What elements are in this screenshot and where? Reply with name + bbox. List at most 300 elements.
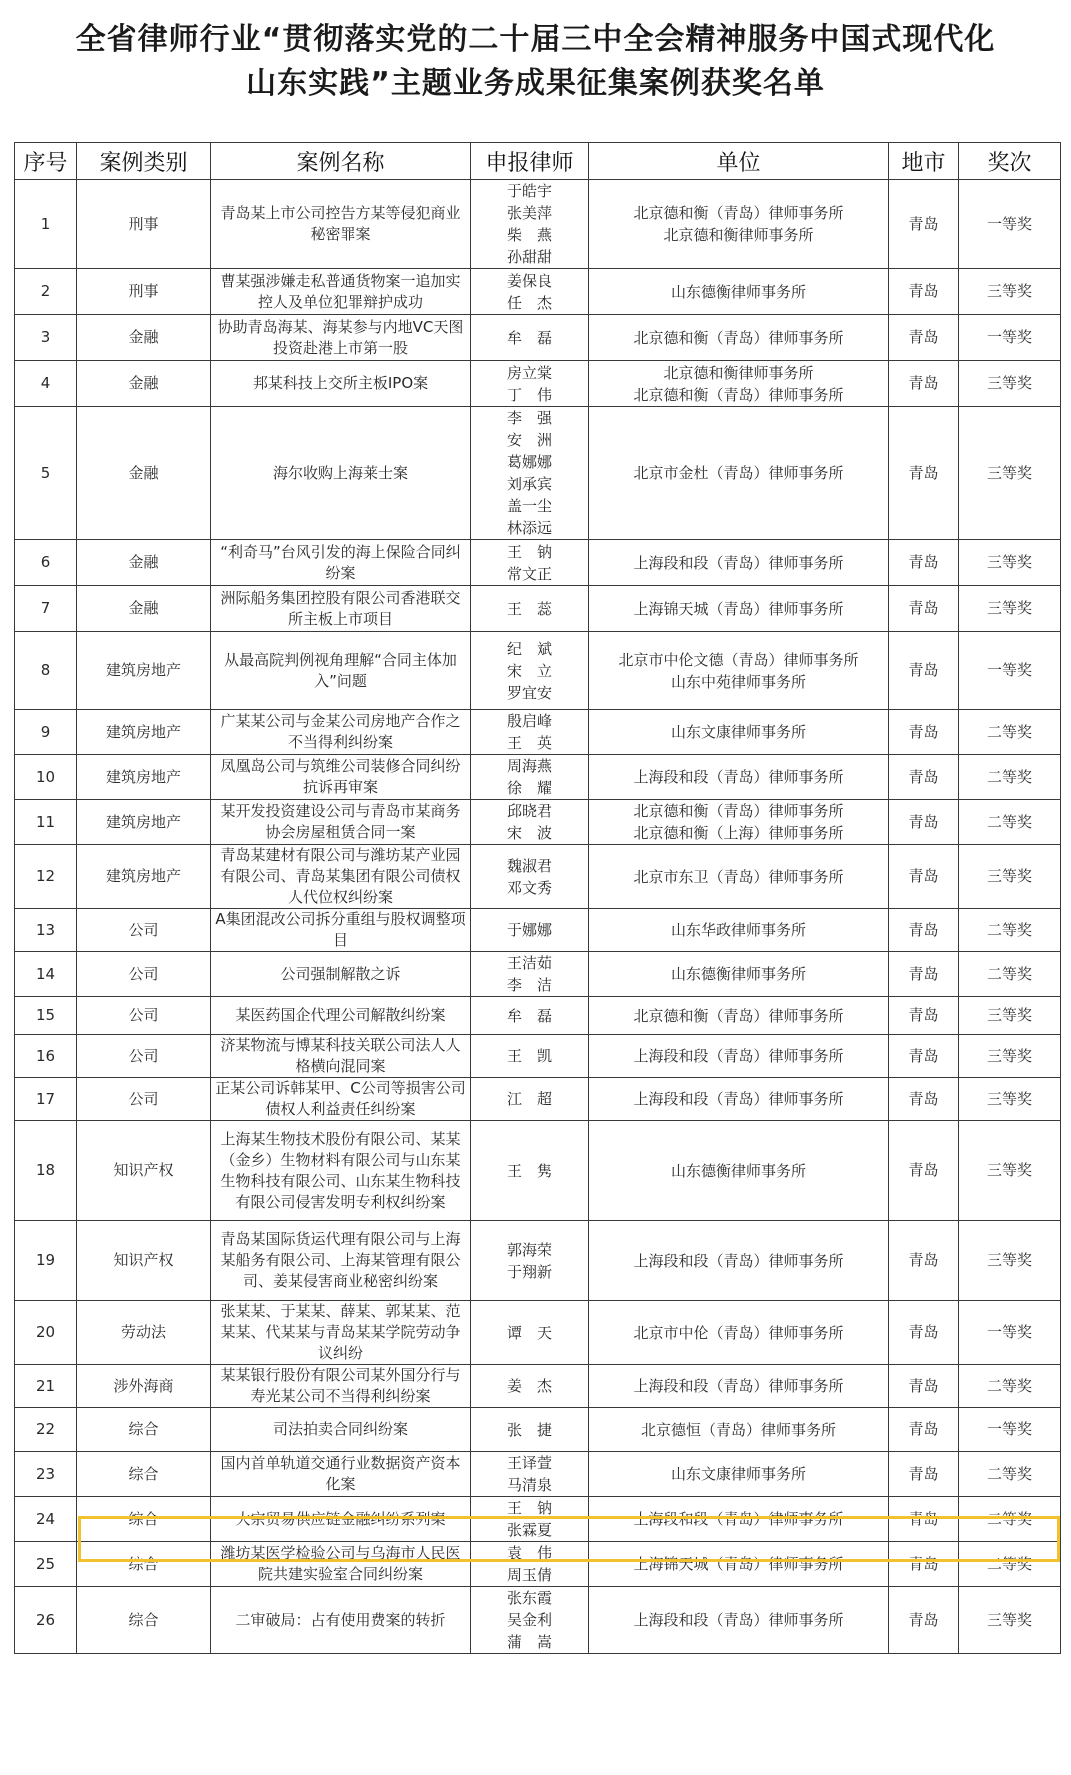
firm-cell	[589, 845, 889, 909]
lawyer-cell-line: 郭海荣	[506, 1240, 552, 1259]
row-number-cell: 13	[15, 909, 77, 952]
lawyer-cell	[471, 1542, 589, 1587]
lawyer-cell-line: 柴 燕	[506, 226, 552, 244]
firm-cell-line: 山东德衡律师事务所	[670, 1161, 806, 1180]
case-name-cell: 凤凰岛公司与筑维公司装修合同纠纷抗诉再审案	[211, 755, 471, 800]
city-cell: 青岛	[889, 710, 959, 755]
row-number-cell: 1	[15, 180, 77, 269]
award-cell: 一等奖	[959, 1408, 1061, 1452]
firm-cell	[589, 800, 889, 845]
table-row	[15, 1365, 1061, 1408]
firm-cell	[589, 540, 889, 586]
award-cell: 一等奖	[959, 1301, 1061, 1365]
city-cell: 青岛	[889, 586, 959, 632]
table-row	[15, 407, 1061, 540]
lawyer-cell-line: 姜保良	[506, 271, 552, 290]
firm-cell-line: 上海段和段（青岛）律师事务所	[633, 1611, 844, 1629]
table-row	[15, 800, 1061, 845]
firm-cell-line: 上海段和段（青岛）律师事务所	[633, 1377, 844, 1395]
firm-cell	[589, 755, 889, 800]
category-cell: 综合	[77, 1497, 211, 1542]
lawyer-cell	[471, 1221, 589, 1301]
city-cell: 青岛	[889, 1542, 959, 1587]
case-name-cell: 从最高院判例视角理解“合同主体加入”问题	[211, 632, 471, 710]
award-cell: 三等奖	[959, 269, 1061, 315]
row-number-cell: 11	[15, 800, 77, 845]
lawyer-cell-line: 罗宜安	[506, 683, 552, 702]
firm-cell-line: 山东中苑律师事务所	[670, 672, 806, 691]
row-number-cell: 5	[15, 407, 77, 540]
lawyer-cell	[471, 1408, 589, 1452]
lawyer-cell-line: 王洁茹	[506, 954, 552, 972]
category-cell: 综合	[77, 1542, 211, 1587]
category-cell: 金融	[77, 540, 211, 586]
lawyer-cell	[471, 845, 589, 909]
row-number-cell: 15	[15, 997, 77, 1035]
case-name-cell: 邦某科技上交所主板IPO案	[211, 361, 471, 407]
lawyer-cell-line: 张美萍	[506, 204, 552, 222]
case-name-cell: 某某银行股份有限公司某外国分行与寿光某公司不当得利纠纷案	[211, 1365, 471, 1408]
lawyer-cell-line: 李 洁	[506, 976, 552, 994]
header-lawyer: 申报律师	[471, 143, 589, 180]
city-cell: 青岛	[889, 180, 959, 269]
firm-cell-line: 上海段和段（青岛）律师事务所	[633, 1047, 844, 1065]
row-number-cell: 17	[15, 1078, 77, 1121]
lawyer-cell	[471, 632, 589, 710]
firm-cell-line: 山东文康律师事务所	[670, 1465, 806, 1483]
firm-cell	[589, 269, 889, 315]
case-name-cell: A集团混改公司拆分重组与股权调整项目	[211, 909, 471, 952]
firm-cell	[589, 909, 889, 952]
table-row	[15, 632, 1061, 710]
lawyer-cell-line: 丁 伟	[506, 385, 552, 404]
table-row	[15, 1035, 1061, 1078]
table-row	[15, 1121, 1061, 1221]
firm-cell	[589, 997, 889, 1035]
award-cell: 二等奖	[959, 909, 1061, 952]
award-cell: 三等奖	[959, 540, 1061, 586]
case-name-cell: 公司强制解散之诉	[211, 952, 471, 997]
lawyer-cell	[471, 540, 589, 586]
city-cell: 青岛	[889, 407, 959, 540]
category-cell: 涉外海商	[77, 1365, 211, 1408]
award-cell: 三等奖	[959, 407, 1061, 540]
case-name-cell: 潍坊某医学检验公司与乌海市人民医院共建实验室合同纠纷案	[211, 1542, 471, 1587]
lawyer-cell-line: 王 钠	[506, 542, 552, 561]
category-cell: 建筑房地产	[77, 845, 211, 909]
case-name-cell: 某开发投资建设公司与青岛市某商务协会房屋租赁合同一案	[211, 800, 471, 845]
firm-cell	[589, 586, 889, 632]
city-cell: 青岛	[889, 361, 959, 407]
lawyer-cell-line: 林添远	[506, 519, 552, 537]
firm-cell-line: 山东华政律师事务所	[670, 921, 806, 939]
category-cell: 金融	[77, 361, 211, 407]
lawyer-cell-line: 于皓宇	[506, 182, 552, 200]
lawyer-cell-line: 魏淑君	[506, 856, 552, 875]
firm-cell-line: 上海段和段（青岛）律师事务所	[633, 768, 844, 786]
lawyer-cell-line: 张 捷	[506, 1420, 552, 1439]
category-cell: 劳动法	[77, 1301, 211, 1365]
lawyer-cell-line: 马清泉	[506, 1476, 552, 1494]
case-name-cell: 国内首单轨道交通行业数据资产资本化案	[211, 1452, 471, 1497]
lawyer-cell-line: 张东霞	[506, 1589, 552, 1607]
header-city: 地市	[889, 143, 959, 180]
award-cell: 二等奖	[959, 710, 1061, 755]
award-cell: 二等奖	[959, 1365, 1061, 1408]
lawyer-cell-line: 王 蕊	[506, 599, 552, 618]
city-cell: 青岛	[889, 315, 959, 361]
category-cell: 建筑房地产	[77, 710, 211, 755]
table-row	[15, 1221, 1061, 1301]
table-body	[15, 180, 1061, 1654]
table-row	[15, 845, 1061, 909]
row-number-cell: 9	[15, 710, 77, 755]
firm-cell-line: 山东德衡律师事务所	[670, 965, 806, 983]
firm-cell	[589, 361, 889, 407]
row-number-cell: 19	[15, 1221, 77, 1301]
row-number-cell: 4	[15, 361, 77, 407]
row-number-cell: 16	[15, 1035, 77, 1078]
city-cell: 青岛	[889, 1221, 959, 1301]
lawyer-cell-line: 安 洲	[506, 431, 552, 449]
case-name-cell: 洲际船务集团控股有限公司香港联交所主板上市项目	[211, 586, 471, 632]
city-cell: 青岛	[889, 1452, 959, 1497]
case-name-cell: 广某某公司与金某公司房地产合作之不当得利纠纷案	[211, 710, 471, 755]
lawyer-cell-line: 殷启峰	[506, 712, 552, 730]
category-cell: 知识产权	[77, 1121, 211, 1221]
table-row	[15, 1587, 1061, 1654]
lawyer-cell-line: 王 隽	[506, 1161, 552, 1180]
row-number-cell: 10	[15, 755, 77, 800]
category-cell: 综合	[77, 1452, 211, 1497]
table-row	[15, 710, 1061, 755]
category-cell: 建筑房地产	[77, 755, 211, 800]
header-number: 序号	[15, 143, 77, 180]
row-number-cell: 12	[15, 845, 77, 909]
header-category: 案例类别	[77, 143, 211, 180]
city-cell: 青岛	[889, 1365, 959, 1408]
lawyer-cell-line: 于翔新	[506, 1262, 552, 1281]
award-cell: 三等奖	[959, 1078, 1061, 1121]
case-name-cell: 某医药国企代理公司解散纠纷案	[211, 997, 471, 1035]
lawyer-cell	[471, 952, 589, 997]
city-cell: 青岛	[889, 755, 959, 800]
row-number-cell: 3	[15, 315, 77, 361]
case-name-cell: “利奇马”台风引发的海上保险合同纠纷案	[211, 540, 471, 586]
award-cell: 一等奖	[959, 315, 1061, 361]
lawyer-cell-line: 刘承宾	[506, 475, 552, 493]
award-cell: 二等奖	[959, 800, 1061, 845]
firm-cell-line: 上海段和段（青岛）律师事务所	[633, 553, 844, 572]
case-name-cell: 青岛某国际货运代理有限公司与上海某船务有限公司、上海某管理有限公司、姜某侵害商业秘密纠纷案	[211, 1221, 471, 1301]
category-cell: 刑事	[77, 269, 211, 315]
firm-cell	[589, 315, 889, 361]
header-award: 奖次	[959, 143, 1061, 180]
firm-cell-line: 山东文康律师事务所	[670, 723, 806, 741]
firm-cell	[589, 1221, 889, 1301]
city-cell: 青岛	[889, 845, 959, 909]
lawyer-cell-line: 谭 天	[506, 1323, 552, 1342]
table-row	[15, 952, 1061, 997]
firm-cell-line: 北京德和衡律师事务所	[663, 226, 814, 244]
table-row	[15, 1301, 1061, 1365]
category-cell: 综合	[77, 1408, 211, 1452]
firm-cell	[589, 407, 889, 540]
lawyer-cell	[471, 1587, 589, 1654]
award-table	[14, 142, 1061, 1654]
table-row	[15, 1408, 1061, 1452]
lawyer-cell-line: 于娜娜	[506, 921, 552, 939]
case-name-cell: 青岛某上市公司控告方某等侵犯商业秘密罪案	[211, 180, 471, 269]
lawyer-cell-line: 常文正	[506, 564, 552, 583]
table-header-row	[15, 143, 1061, 180]
lawyer-cell-line: 牟 磊	[506, 1006, 552, 1025]
lawyer-cell	[471, 1301, 589, 1365]
award-cell: 一等奖	[959, 180, 1061, 269]
city-cell: 青岛	[889, 952, 959, 997]
firm-cell-line: 北京市东卫（青岛）律师事务所	[633, 867, 844, 886]
header-case-name: 案例名称	[211, 143, 471, 180]
lawyer-cell-line: 吴金利	[506, 1611, 552, 1629]
category-cell: 公司	[77, 997, 211, 1035]
category-cell: 综合	[77, 1587, 211, 1654]
firm-cell-line: 北京德和衡律师事务所	[663, 363, 814, 382]
city-cell: 青岛	[889, 800, 959, 845]
row-number-cell: 14	[15, 952, 77, 997]
firm-cell-line: 北京德恒（青岛）律师事务所	[640, 1420, 836, 1439]
case-name-cell: 济某物流与博某科技关联公司法人人格横向混同案	[211, 1035, 471, 1078]
firm-cell	[589, 1301, 889, 1365]
table-row	[15, 909, 1061, 952]
case-name-cell: 协助青岛海某、海某参与内地VC天图投资赴港上市第一股	[211, 315, 471, 361]
firm-cell	[589, 1408, 889, 1452]
lawyer-cell-line: 李 强	[506, 409, 552, 427]
row-number-cell: 18	[15, 1121, 77, 1221]
firm-cell	[589, 632, 889, 710]
row-number-cell: 22	[15, 1408, 77, 1452]
award-cell: 三等奖	[959, 586, 1061, 632]
award-cell: 三等奖	[959, 845, 1061, 909]
firm-cell	[589, 180, 889, 269]
lawyer-cell-line: 王译萱	[506, 1454, 552, 1472]
lawyer-cell	[471, 361, 589, 407]
category-cell: 公司	[77, 1078, 211, 1121]
lawyer-cell	[471, 997, 589, 1035]
category-cell: 金融	[77, 407, 211, 540]
table-row	[15, 997, 1061, 1035]
award-cell: 三等奖	[959, 1121, 1061, 1221]
firm-cell	[589, 710, 889, 755]
case-name-cell: 二审破局：占有使用费案的转折	[211, 1587, 471, 1654]
row-number-cell: 24	[15, 1497, 77, 1542]
case-name-cell: 海尔收购上海莱士案	[211, 407, 471, 540]
case-name-cell: 大宗贸易供应链金融纠纷系列案	[211, 1497, 471, 1542]
case-name-cell: 上海某生物技术股份有限公司、某某（金乡）生物材料有限公司与山东某生物科技有限公司、山东某生物科技有限公司侵害发明专利权纠纷案	[211, 1121, 471, 1221]
firm-cell	[589, 1365, 889, 1408]
firm-cell-line: 上海段和段（青岛）律师事务所	[633, 1251, 844, 1270]
firm-cell-line: 上海锦天城（青岛）律师事务所	[633, 599, 844, 618]
table-row	[15, 1497, 1061, 1542]
lawyer-cell	[471, 586, 589, 632]
lawyer-cell-line: 房立棠	[506, 363, 552, 382]
lawyer-cell-line: 邱晓君	[506, 802, 552, 820]
category-cell: 金融	[77, 315, 211, 361]
row-number-cell: 20	[15, 1301, 77, 1365]
city-cell: 青岛	[889, 909, 959, 952]
row-number-cell: 8	[15, 632, 77, 710]
lawyer-cell-line: 盖一尘	[506, 497, 552, 515]
header-firm: 单位	[589, 143, 889, 180]
award-cell: 二等奖	[959, 1542, 1061, 1587]
city-cell: 青岛	[889, 997, 959, 1035]
table-row	[15, 755, 1061, 800]
city-cell: 青岛	[889, 632, 959, 710]
city-cell: 青岛	[889, 269, 959, 315]
lawyer-cell-line: 纪 斌	[506, 639, 552, 658]
award-cell: 三等奖	[959, 1587, 1061, 1654]
firm-cell-line: 北京市中伦文德（青岛）律师事务所	[618, 650, 859, 669]
table-row	[15, 269, 1061, 315]
award-cell: 三等奖	[959, 997, 1061, 1035]
firm-cell-line: 上海锦天城（青岛）律师事务所	[633, 1555, 844, 1573]
lawyer-cell-line: 孙甜甜	[506, 248, 552, 266]
category-cell: 刑事	[77, 180, 211, 269]
lawyer-cell-line: 邓文秀	[506, 878, 552, 897]
lawyer-cell	[471, 710, 589, 755]
firm-cell-line: 上海段和段（青岛）律师事务所	[633, 1090, 844, 1108]
table-row	[15, 1452, 1061, 1497]
lawyer-cell-line: 王 凯	[506, 1047, 552, 1065]
firm-cell	[589, 1497, 889, 1542]
award-cell: 二等奖	[959, 755, 1061, 800]
firm-cell	[589, 1035, 889, 1078]
lawyer-cell-line: 宋 立	[506, 661, 552, 680]
lawyer-cell-line: 周玉倩	[506, 1566, 552, 1584]
firm-cell-line: 北京德和衡（青岛）律师事务所	[633, 1006, 844, 1025]
firm-cell-line: 山东德衡律师事务所	[670, 282, 806, 301]
page-title-line-1: 全省律师行业“贯彻落实党的二十届三中全会精神服务中国式现代化	[75, 22, 996, 57]
row-number-cell: 7	[15, 586, 77, 632]
table-row	[15, 1078, 1061, 1121]
row-number-cell: 23	[15, 1452, 77, 1497]
lawyer-cell	[471, 755, 589, 800]
lawyer-cell-line: 江 超	[506, 1090, 552, 1108]
case-name-cell: 张某某、于某某、薛某、郭某某、范某某、代某某与青岛某某学院劳动争议纠纷	[211, 1301, 471, 1365]
firm-cell	[589, 1587, 889, 1654]
row-number-cell: 21	[15, 1365, 77, 1408]
page-title-line-2: 山东实践”主题业务成果征集案例获奖名单	[246, 66, 825, 101]
lawyer-cell-line: 王 英	[506, 734, 552, 752]
category-cell: 公司	[77, 909, 211, 952]
lawyer-cell-line: 葛娜娜	[506, 453, 552, 471]
category-cell: 建筑房地产	[77, 800, 211, 845]
award-cell: 三等奖	[959, 1035, 1061, 1078]
award-cell: 三等奖	[959, 361, 1061, 407]
category-cell: 金融	[77, 586, 211, 632]
city-cell: 青岛	[889, 1587, 959, 1654]
award-cell: 二等奖	[959, 1497, 1061, 1542]
firm-cell-line: 北京市中伦（青岛）律师事务所	[633, 1323, 844, 1342]
award-cell: 二等奖	[959, 952, 1061, 997]
lawyer-cell-line: 周海燕	[506, 757, 552, 775]
lawyer-cell	[471, 1452, 589, 1497]
firm-cell-line: 北京德和衡（青岛）律师事务所	[633, 328, 844, 347]
table-row	[15, 315, 1061, 361]
table-row	[15, 180, 1061, 269]
city-cell: 青岛	[889, 1121, 959, 1221]
lawyer-cell	[471, 1121, 589, 1221]
case-name-cell: 正某公司诉韩某甲、C公司等损害公司债权人利益责任纠纷案	[211, 1078, 471, 1121]
firm-cell	[589, 1121, 889, 1221]
lawyer-cell-line: 牟 磊	[506, 328, 552, 347]
lawyer-cell	[471, 1365, 589, 1408]
firm-cell	[589, 1078, 889, 1121]
lawyer-cell	[471, 1035, 589, 1078]
lawyer-cell-line: 姜 杰	[506, 1377, 552, 1395]
lawyer-cell	[471, 909, 589, 952]
firm-cell-line: 北京德和衡（青岛）律师事务所	[633, 204, 844, 222]
firm-cell-line: 北京市金杜（青岛）律师事务所	[633, 464, 844, 482]
city-cell: 青岛	[889, 1408, 959, 1452]
lawyer-cell-line: 蒲 嵩	[506, 1633, 552, 1651]
row-number-cell: 25	[15, 1542, 77, 1587]
firm-cell	[589, 1542, 889, 1587]
case-name-cell: 司法拍卖合同纠纷案	[211, 1408, 471, 1452]
firm-cell-line: 北京德和衡（青岛）律师事务所	[633, 802, 844, 820]
award-cell: 二等奖	[959, 1452, 1061, 1497]
firm-cell	[589, 952, 889, 997]
lawyer-cell-line: 任 杰	[506, 293, 552, 312]
city-cell: 青岛	[889, 1078, 959, 1121]
lawyer-cell	[471, 180, 589, 269]
table-row	[15, 586, 1061, 632]
case-name-cell: 曹某强涉嫌走私普通货物案一追加实控人及单位犯罪辩护成功	[211, 269, 471, 315]
category-cell: 公司	[77, 952, 211, 997]
lawyer-cell-line: 袁 伟	[506, 1544, 552, 1562]
table-row	[15, 540, 1061, 586]
category-cell: 知识产权	[77, 1221, 211, 1301]
city-cell: 青岛	[889, 1035, 959, 1078]
row-number-cell: 2	[15, 269, 77, 315]
firm-cell-line: 北京德和衡（青岛）律师事务所	[633, 385, 844, 404]
award-cell: 一等奖	[959, 632, 1061, 710]
firm-cell-line: 上海段和段（青岛）律师事务所	[633, 1510, 844, 1528]
lawyer-cell-line: 宋 波	[506, 824, 552, 842]
lawyer-cell	[471, 1078, 589, 1121]
city-cell: 青岛	[889, 540, 959, 586]
category-cell: 建筑房地产	[77, 632, 211, 710]
lawyer-cell	[471, 800, 589, 845]
firm-cell-line: 北京德和衡（上海）律师事务所	[633, 824, 844, 842]
category-cell: 公司	[77, 1035, 211, 1078]
city-cell: 青岛	[889, 1301, 959, 1365]
lawyer-cell	[471, 407, 589, 540]
lawyer-cell	[471, 315, 589, 361]
table-row	[15, 1542, 1061, 1587]
award-cell: 三等奖	[959, 1221, 1061, 1301]
lawyer-cell	[471, 1497, 589, 1542]
city-cell: 青岛	[889, 1497, 959, 1542]
lawyer-cell-line: 张霖夏	[506, 1521, 552, 1539]
row-number-cell: 6	[15, 540, 77, 586]
row-number-cell: 26	[15, 1587, 77, 1654]
case-name-cell: 青岛某建材有限公司与潍坊某产业园有限公司、青岛某集团有限公司债权人代位权纠纷案	[211, 845, 471, 909]
lawyer-cell-line: 王 钠	[506, 1499, 552, 1517]
firm-cell	[589, 1452, 889, 1497]
lawyer-cell-line: 徐 耀	[506, 779, 552, 797]
lawyer-cell	[471, 269, 589, 315]
table-row	[15, 361, 1061, 407]
